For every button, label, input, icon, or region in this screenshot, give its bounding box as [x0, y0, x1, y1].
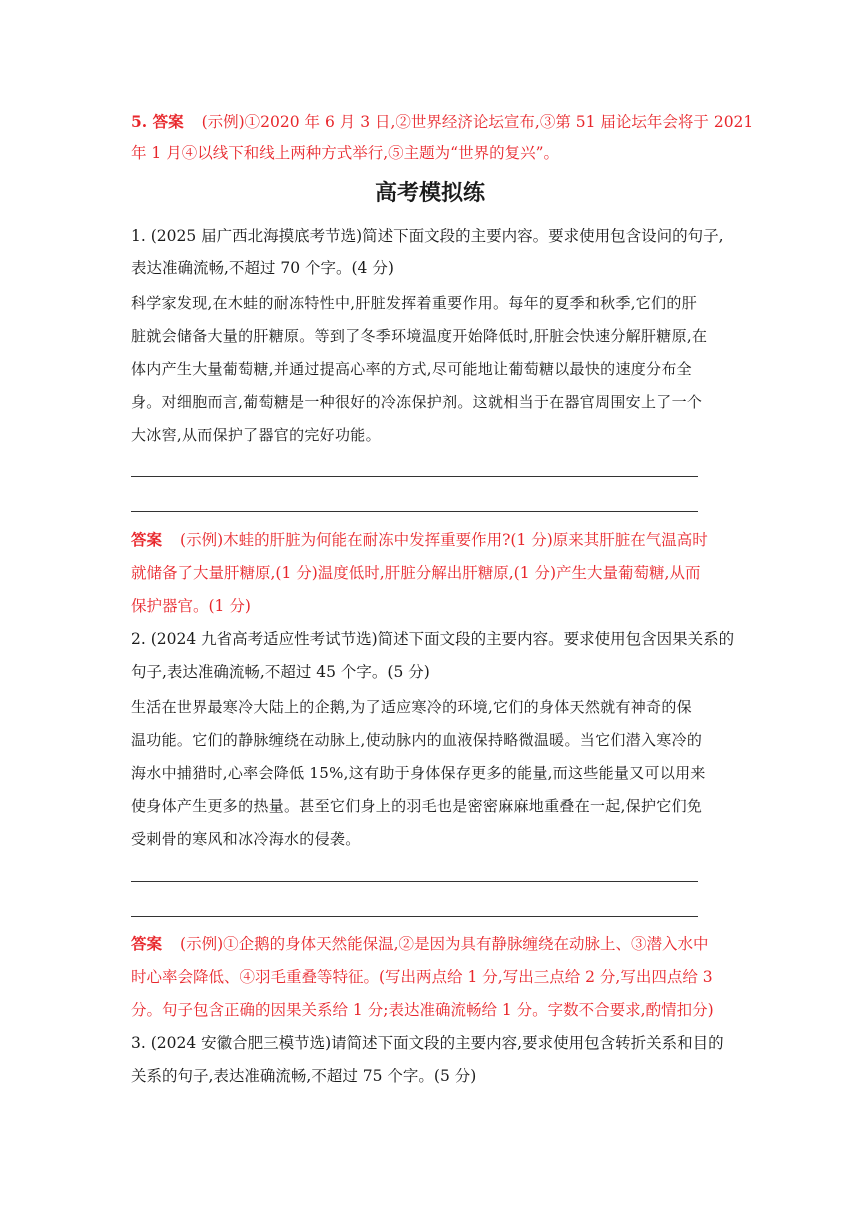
- q2-answer-rule-1: [131, 881, 698, 882]
- q1-passage-line: 身。对细胞而言,葡萄糖是一种很好的冷冻保护剂。这就相当于在器官周围安上了一个: [131, 393, 703, 411]
- q2-passage-line: 使身体产生更多的热量。甚至它们身上的羽毛也是密密麻麻地重叠在一起,保护它们免: [131, 797, 703, 815]
- q2-answer-line3: 分。句子包含正确的因果关系给 1 分;表达准确流畅给 1 分。字数不合要求,酌情扣分): [131, 1001, 714, 1019]
- q2-passage-line: 受刺骨的寒风和冰冷海水的侵袭。: [131, 830, 361, 848]
- q1-passage-line: 大冰窖,从而保护了器官的完好功能。: [131, 426, 381, 444]
- q2-answer-line2: 时心率会降低、④羽毛重叠等特征。(写出两点给 1 分,写出三点给 2 分,写出四点给 3: [131, 968, 713, 986]
- q1-prompt-line1: 1. (2025 届广西北海摸底考节选)简述下面文段的主要内容。要求使用包含设问的句子,: [131, 227, 724, 245]
- q3-prompt-line2: 关系的句子,表达准确流畅,不超过 75 个字。(5 分): [131, 1067, 477, 1085]
- answer5-line2: 年 1 月④以线下和线上两种方式举行,⑤主题为“世界的复兴”。: [131, 144, 559, 162]
- q2-prompt-line1: 2. (2024 九省高考适应性考试节选)简述下面文段的主要内容。要求使用包含因果关系的: [131, 630, 735, 648]
- q2-answer-line1: [131, 934, 731, 954]
- q2-passage-line: 温功能。它们的静脉缠绕在动脉上,使动脉内的血液保持略微温暖。当它们潜入寒冷的: [131, 731, 703, 749]
- q1-passage-line: 脏就会储备大量的肝糖原。等到了冬季环境温度开始降低时,肝脏会快速分解肝糖原,在: [131, 327, 708, 345]
- q1-answer-rule-1: [131, 476, 698, 477]
- answer5-text-1: (示例)①2020 年 6 月 3 日,②世界经济论坛宣布,③第 51 届论坛年会将于 2021: [201, 113, 754, 131]
- q1-passage-line: 科学家发现,在木蛙的耐冻特性中,肝脏发挥着重要作用。每年的夏季和秋季,它们的肝: [131, 294, 698, 312]
- q2-answer-label: 答案: [131, 934, 163, 953]
- answer5-label: 5. 答案: [131, 112, 184, 131]
- section-title: 高考模拟练: [374, 181, 485, 206]
- q1-passage-line: 体内产生大量葡萄糖,并通过提高心率的方式,尽可能地让葡萄糖以最快的速度分布全: [131, 360, 692, 378]
- q3-prompt-line1: 3. (2024 安徽合肥三模节选)请简述下面文段的主要内容,要求使用包含转折关系和目的: [131, 1034, 724, 1052]
- q1-prompt-line2: 表达准确流畅,不超过 70 个字。(4 分): [131, 259, 394, 277]
- q1-answer-line1: [131, 530, 731, 550]
- q2-prompt-line2: 句子,表达准确流畅,不超过 45 个字。(5 分): [131, 663, 430, 681]
- q2-answer-rule-2: [131, 916, 698, 917]
- q1-answer-text-1: (示例)木蛙的肝脏为何能在耐冻中发挥重要作用?(1 分)原来其肝脏在气温高时: [180, 531, 708, 549]
- q1-answer-line3: 保护器官。(1 分): [131, 597, 251, 615]
- answer5-line1: [131, 112, 754, 132]
- q1-answer-line2: 就储备了大量肝糖原,(1 分)温度低时,肝脏分解出肝糖原,(1 分)产生大量葡萄糖,从而: [131, 564, 701, 582]
- q1-answer-label: 答案: [131, 530, 163, 549]
- q2-passage-line: 生活在世界最寒冷大陆上的企鹅,为了适应寒冷的环境,它们的身体天然就有神奇的保: [131, 698, 692, 716]
- q2-answer-text-1: (示例)①企鹅的身体天然能保温,②是因为具有静脉缠绕在动脉上、③潜入水中: [180, 935, 709, 953]
- q1-answer-rule-2: [131, 511, 698, 512]
- q2-passage-line: 海水中捕猎时,心率会降低 15%,这有助于身体保存更多的能量,而这些能量又可以用来: [131, 764, 706, 782]
